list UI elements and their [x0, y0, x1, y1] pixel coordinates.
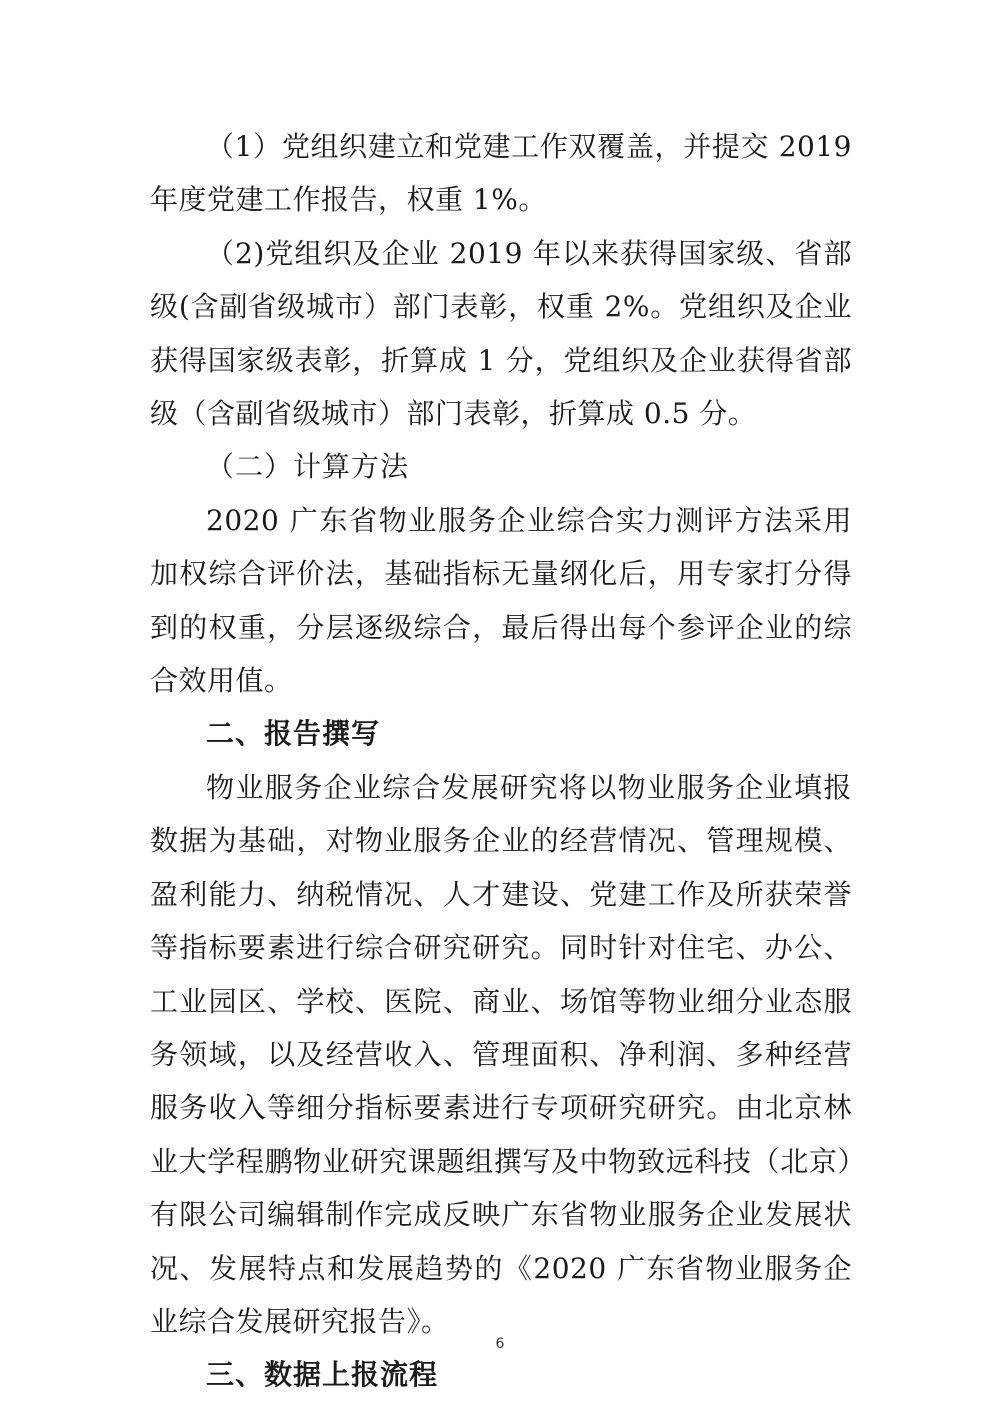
paragraph-party-coverage: （1）党组织建立和党建工作双覆盖，并提交 2019 年度党建工作报告，权重 1%。	[150, 130, 852, 217]
section-heading-report-writing: 二、报告撰写	[206, 717, 381, 751]
paragraph-party-awards: （2)党组织及企业 2019 年以来获得国家级、省部级(含副省级城市）部门表彰，权重 2%。党组织及企业获得国家级表彰，折算成 1 分，党组织及企业获得省部级（含副省级城市）部门表彰，折算成 0.5 分。	[150, 236, 852, 431]
section-subheading-calculation-method: （二）计算方法	[206, 450, 410, 484]
page-number: 6	[495, 1336, 505, 1352]
paragraph-report-writing: 物业服务企业综合发展研究将以物业服务企业填报数据为基础，对物业服务企业的经营情况、管理规模、盈利能力、纳税情况、人才建设、党建工作及所获荣誉等指标要素进行综合研究研究。同时针对住宅、办公、工业园区、学校、医院、商业、场馆等物业细分业态服务领域，以及经营收入、管理面积、净利润、多种经营服务收入等细分指标要素进行专项研究研究。由北京林业大学程鹏物业研究课题组撰写及中物致远科技（北京）有限公司编辑制作完成反映广东省物业服务企业发展状况、发展特点和发展趋势的《2020 广东省物业服务企业综合发展研究报告》。	[150, 770, 852, 1338]
section-heading-data-reporting: 三、数据上报流程	[206, 1358, 439, 1392]
document-body	[150, 120, 852, 1402]
paragraph-calculation-method: 2020 广东省物业服务企业综合实力测评方法采用加权综合评价法，基础指标无量纲化后，用专家打分得到的权重，分层逐级综合，最后得出每个参评企业的综合效用值。	[150, 503, 852, 698]
